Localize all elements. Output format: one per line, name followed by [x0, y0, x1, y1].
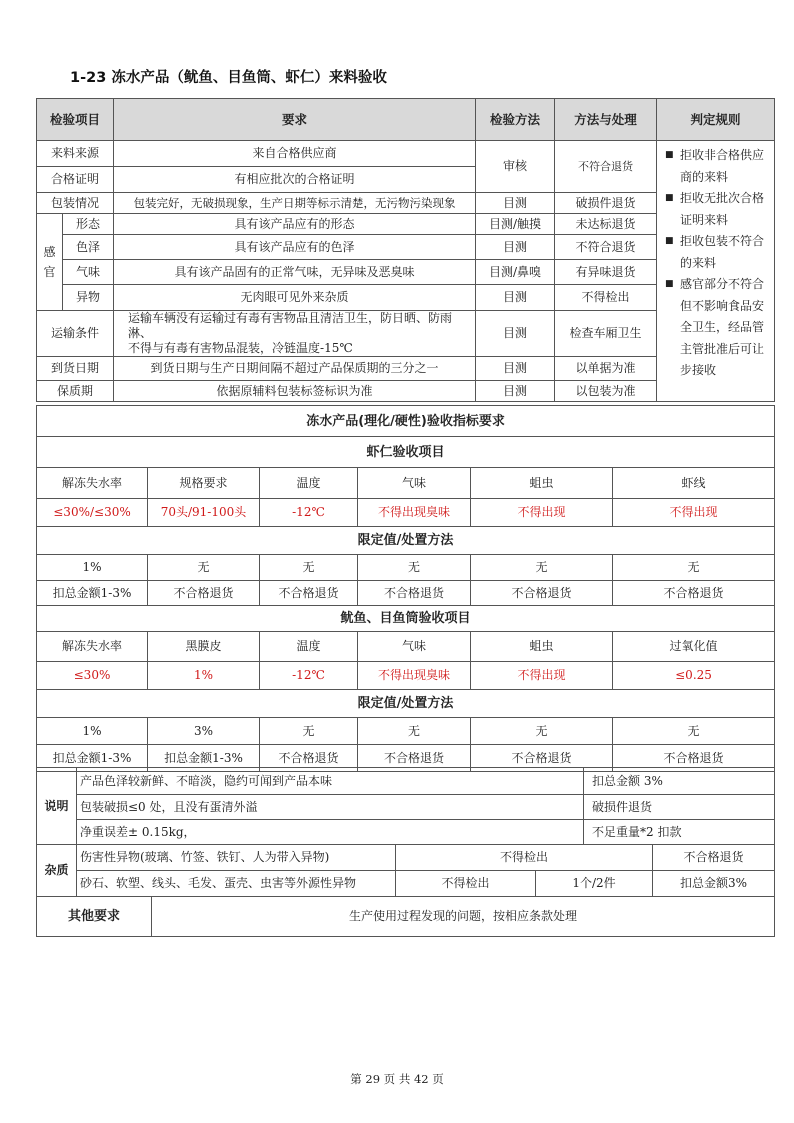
shrimp-value: 不得出现臭味: [358, 499, 471, 527]
method-shape: 目测/触摸: [476, 214, 555, 235]
impurity-label: 杂质: [37, 845, 77, 897]
item-transport: 运输条件: [37, 311, 114, 357]
shrimp-value: ≤30%/≤30%: [37, 499, 148, 527]
notes-table: [36, 767, 775, 845]
rule-item: ■ 拒收无批次合格证明来料: [665, 191, 765, 227]
squid-limit: 1%: [37, 718, 148, 745]
squid-action: 不合格退货: [613, 745, 775, 772]
squid-limit-title: 限定值/处置方法: [37, 690, 775, 718]
squid-limit: 无: [260, 718, 358, 745]
squid-col: 过氧化值: [613, 632, 775, 662]
shrimp-limit: 无: [358, 555, 471, 581]
shrimp-action: 扣总金额1-3%: [37, 581, 148, 606]
method-shelf-life: 目测: [476, 381, 555, 402]
shrimp-col: 温度: [260, 468, 358, 499]
req-source: 来自合格供应商: [114, 141, 476, 167]
rule-item: ■ 拒收非合格供应商的来料: [665, 148, 765, 184]
shrimp-limit: 无: [148, 555, 260, 581]
notes-label: 说明: [37, 768, 77, 845]
shrimp-col: 蛆虫: [471, 468, 613, 499]
shrimp-action: 不合格退货: [613, 581, 775, 606]
shrimp-col: 解冻失水率: [37, 468, 148, 499]
item-shelf-life: 保质期: [37, 381, 114, 402]
impurity-table: [36, 844, 775, 897]
header-handling: 方法与处理: [555, 99, 657, 141]
impurity-detect: 不得检出: [396, 871, 536, 897]
group-sensory: 感官: [37, 214, 63, 311]
header-requirement: 要求: [114, 99, 476, 141]
item-color: 色泽: [63, 235, 114, 260]
req-arrival: 到货日期与生产日期间隔不超过产品保质期的三分之一: [114, 357, 476, 381]
squid-col: 蛆虫: [471, 632, 613, 662]
item-certificate: 合格证明: [37, 167, 114, 193]
handle-color: 不符合退货: [555, 235, 657, 260]
squid-value: 不得出现: [471, 662, 613, 690]
squid-col: 气味: [358, 632, 471, 662]
impurity-detect: 不得检出: [396, 845, 653, 871]
method-transport: 目测: [476, 311, 555, 357]
item-packaging: 包装情况: [37, 193, 114, 214]
other-table: [36, 896, 775, 937]
method-smell: 目测/鼻嗅: [476, 260, 555, 285]
shrimp-action: 不合格退货: [260, 581, 358, 606]
req-packaging: 包装完好，无破损现象，生产日期等标示清楚，无污物污染现象: [114, 193, 476, 214]
index-table: [36, 405, 775, 772]
note-action: 扣总金额 3%: [584, 768, 775, 795]
item-shape: 形态: [63, 214, 114, 235]
squid-limit: 无: [471, 718, 613, 745]
handle-reject: 不符合退货: [555, 141, 657, 193]
squid-action: 扣总金额1-3%: [148, 745, 260, 772]
handle-transport: 检查车厢卫生: [555, 311, 657, 357]
handle-arrival: 以单据为准: [555, 357, 657, 381]
req-certificate: 有相应批次的合格证明: [114, 167, 476, 193]
squid-action: 不合格退货: [471, 745, 613, 772]
handle-foreign: 不得检出: [555, 285, 657, 311]
impurity-text: 伤害性异物(玻璃、竹签、铁钉、人为带入异物): [77, 845, 396, 871]
squid-value: 1%: [148, 662, 260, 690]
squid-limit: 无: [358, 718, 471, 745]
shrimp-limit-title: 限定值/处置方法: [37, 527, 775, 555]
method-color: 目测: [476, 235, 555, 260]
method-arrival: 目测: [476, 357, 555, 381]
inspection-table: [36, 98, 775, 402]
other-label: 其他要求: [37, 897, 152, 937]
item-source: 来料来源: [37, 141, 114, 167]
method-foreign: 目测: [476, 285, 555, 311]
shrimp-col: 规格要求: [148, 468, 260, 499]
method-packaging: 目测: [476, 193, 555, 214]
shrimp-limit: 1%: [37, 555, 148, 581]
shrimp-value: -12℃: [260, 499, 358, 527]
squid-value: -12℃: [260, 662, 358, 690]
shrimp-value: 不得出现: [613, 499, 775, 527]
rule-item: ■ 拒收包装不符合的来料: [665, 234, 765, 270]
item-foreign: 异物: [63, 285, 114, 311]
squid-col: 黑膜皮: [148, 632, 260, 662]
shrimp-value: 不得出现: [471, 499, 613, 527]
squid-limit: 3%: [148, 718, 260, 745]
note-action: 不足重量*2 扣款: [584, 820, 775, 845]
handle-shelf-life: 以包装为准: [555, 381, 657, 402]
shrimp-action: 不合格退货: [148, 581, 260, 606]
squid-col: 温度: [260, 632, 358, 662]
req-shape: 具有该产品应有的形态: [114, 214, 476, 235]
shrimp-title: 虾仁验收项目: [37, 437, 775, 468]
shrimp-limit: 无: [471, 555, 613, 581]
squid-action: 不合格退货: [358, 745, 471, 772]
rule-item: ■ 感官部分不符合但不影响食品安全卫生，经品管主管批准后可让步接收: [665, 277, 765, 377]
impurity-action: 扣总金额3%: [653, 871, 775, 897]
note-text: 产品色泽较新鲜、不暗淡，隐约可闻到产品本味: [77, 768, 584, 795]
judgement-rules: [657, 141, 775, 402]
squid-col: 解冻失水率: [37, 632, 148, 662]
squid-value: 不得出现臭味: [358, 662, 471, 690]
note-text: 包装破损≤0 处，且没有蛋清外溢: [77, 795, 584, 820]
header-item: 检验项目: [37, 99, 114, 141]
impurity-limit: 1个/2件: [536, 871, 653, 897]
squid-title: 鱿鱼、目鱼筒验收项目: [37, 606, 775, 632]
shrimp-action: 不合格退货: [471, 581, 613, 606]
page-title: 1-23 冻水产品（鱿鱼、目鱼筒、虾仁）来料验收: [70, 70, 387, 86]
squid-action: 扣总金额1-3%: [37, 745, 148, 772]
req-shelf-life: 依据原辅料包装标签标识为准: [114, 381, 476, 402]
note-text: 净重误差± 0.15kg，: [77, 820, 584, 845]
shrimp-col: 气味: [358, 468, 471, 499]
item-arrival: 到货日期: [37, 357, 114, 381]
method-audit: 审核: [476, 141, 555, 193]
req-smell: 具有该产品固有的正常气味，无异味及恶臭味: [114, 260, 476, 285]
handle-shape: 未达标退货: [555, 214, 657, 235]
squid-value: ≤0.25: [613, 662, 775, 690]
squid-action: 不合格退货: [260, 745, 358, 772]
req-foreign: 无肉眼可见外来杂质: [114, 285, 476, 311]
shrimp-limit: 无: [613, 555, 775, 581]
header-rules: 判定规则: [657, 99, 775, 141]
shrimp-value: 70头/91-100头: [148, 499, 260, 527]
handle-packaging: 破损件退货: [555, 193, 657, 214]
req-color: 具有该产品应有的色泽: [114, 235, 476, 260]
req-transport: 运输车辆没有运输过有毒有害物品且清洁卫生，防日晒、防雨淋、 不得与有毒有害物品混装，冷链温度-15℃: [114, 311, 476, 357]
shrimp-limit: 无: [260, 555, 358, 581]
section-title: 冻水产品(理化/硬性)验收指标要求: [37, 406, 775, 437]
squid-value: ≤30%: [37, 662, 148, 690]
page-number: 第 29 页 共 42 页: [350, 1072, 444, 1086]
other-text: 生产使用过程发现的问题，按相应条款处理: [152, 897, 775, 937]
header-method: 检验方法: [476, 99, 555, 141]
note-action: 破损件退货: [584, 795, 775, 820]
shrimp-action: 不合格退货: [358, 581, 471, 606]
impurity-text: 砂石、软塑、线头、毛发、蛋壳、虫害等外源性异物: [77, 871, 396, 897]
shrimp-col: 虾线: [613, 468, 775, 499]
item-smell: 气味: [63, 260, 114, 285]
squid-limit: 无: [613, 718, 775, 745]
impurity-action: 不合格退货: [653, 845, 775, 871]
handle-smell: 有异味退货: [555, 260, 657, 285]
